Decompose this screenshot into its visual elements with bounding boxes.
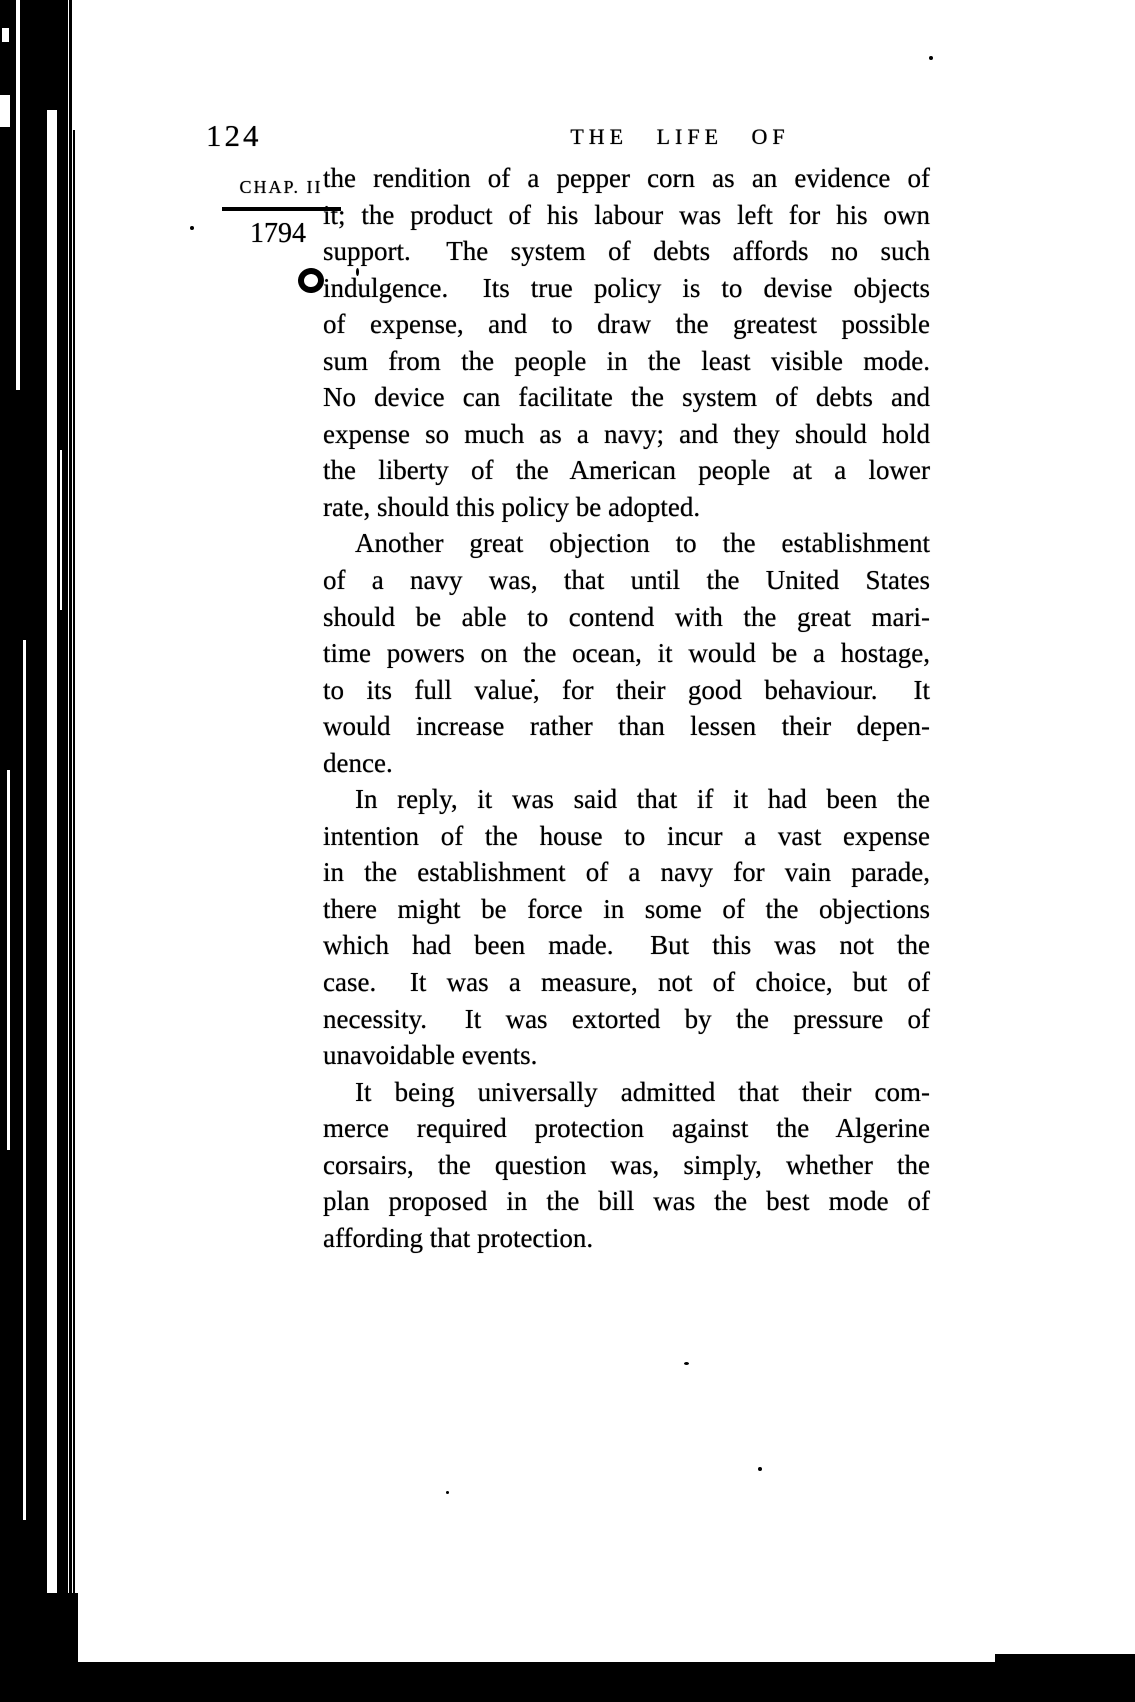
text-line: case. It was a measure, not of choice, but of [323, 967, 930, 998]
page-number: 124 [206, 118, 262, 153]
margin-chapter-label: CHAP. II [239, 177, 323, 197]
binding-scratch [60, 450, 62, 610]
text-line: merce required protection against the Algerine [323, 1113, 930, 1144]
text-line: would increase rather than lessen their depen- [323, 711, 930, 742]
text-column [323, 160, 930, 1256]
text-line: corsairs, the question was, simply, whether the [323, 1149, 930, 1180]
text-line: support. The system of debts affords no such [323, 236, 930, 267]
paragraph [323, 160, 930, 525]
binding-scratch [0, 95, 10, 127]
margin-year-label: 1794 [250, 218, 306, 249]
running-header: THE LIFE OF [570, 124, 790, 149]
text-line: unavoidable events. [323, 1040, 538, 1071]
binding-scratch [2, 28, 9, 42]
text-line: In reply, it was said that if it had been the [355, 784, 930, 815]
text-line: plan proposed in the bill was the best mode of [323, 1186, 930, 1217]
text-line: rate, should this policy be adopted. [323, 491, 701, 522]
scan-bottom-edge [0, 1662, 1135, 1702]
binding-bar [47, 0, 57, 110]
binding-line [69, 0, 72, 1702]
scan-speck [446, 1491, 449, 1494]
scan-speck [190, 226, 194, 230]
text-line: should be able to contend with the great mari- [323, 601, 930, 632]
text-line: indulgence. Its true policy is to devise objects [323, 272, 930, 303]
binding-line [73, 130, 75, 1702]
binding-scratch [7, 770, 10, 1150]
text-line: affording that protection. [323, 1222, 594, 1253]
binding-scratch [23, 640, 26, 1520]
text-line: dence. [323, 747, 393, 778]
text-line: which had been made. But this was not the [323, 930, 930, 961]
binding-scratch [16, 0, 20, 390]
scan-speck [929, 56, 933, 60]
text-line: Another great objection to the establishment [355, 528, 930, 559]
scan-speck [684, 1362, 689, 1365]
text-line: the liberty of the American people at a lower [323, 455, 930, 486]
scan-speck [758, 1467, 762, 1471]
text-line: intention of the house to incur a vast expense [323, 820, 930, 851]
text-line: time powers on the ocean, it would be a hostage, [323, 638, 930, 669]
text-line: in the establishment of a navy for vain parade, [323, 857, 930, 888]
paragraph [323, 525, 930, 781]
text-line: necessity. It was extorted by the pressure of [323, 1003, 930, 1034]
text-line: It being universally admitted that their com- [355, 1076, 930, 1107]
scan-bottom-edge-rise [995, 1654, 1135, 1664]
text-line: expense so much as a navy; and they should hold [323, 418, 930, 449]
text-line: to its full value, for their good behaviour. It [323, 674, 930, 705]
text-line: of expense, and to draw the greatest possible [323, 309, 930, 340]
text-line: there might be force in some of the objections [323, 893, 930, 924]
text-line: of a navy was, that until the United States [323, 565, 930, 596]
text-line: it; the product of his labour was left for his own [323, 199, 930, 230]
text-line: No device can facilitate the system of debts and [323, 382, 930, 413]
binding-bar [57, 0, 68, 1702]
paragraph [323, 1074, 930, 1257]
text-line: sum from the people in the least visible mode. [323, 345, 930, 376]
ink-ring-mark [296, 266, 325, 294]
paragraph [323, 781, 930, 1073]
text-line: the rendition of a pepper corn as an evidence of [323, 163, 930, 193]
